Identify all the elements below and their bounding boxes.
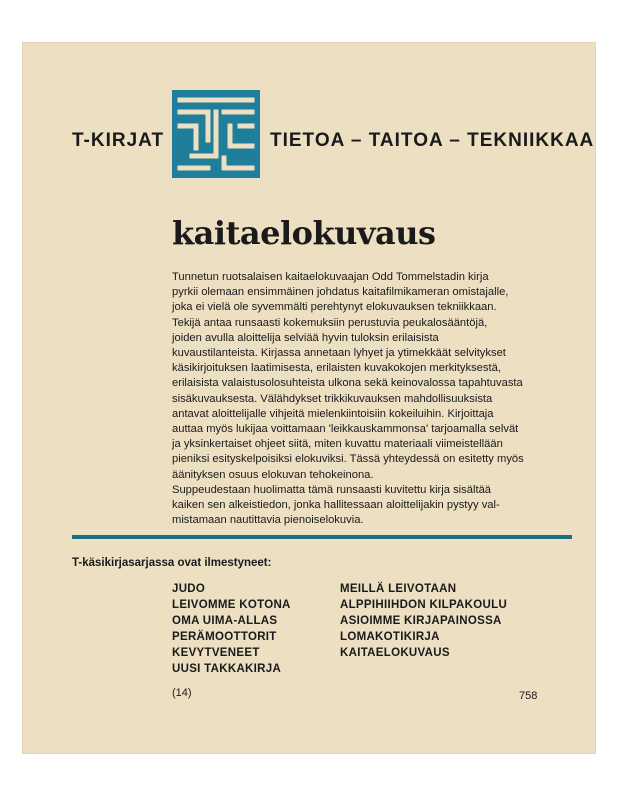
list-item: LEIVOMME KOTONA xyxy=(172,599,291,611)
description-line: sisäkuvauksesta. Välähdykset trikkikuvauksen mahdollisuuksista xyxy=(172,392,493,405)
description-line: ja yksinkertaiset ohjeet siitä, miten kuvattu materiaali viimeistellään xyxy=(172,438,503,451)
description-line: kaiken sen alkeistiedon, jonka hallitessaan aloittelijakin pystyy val- xyxy=(172,499,500,512)
description-line: joiden avulla aloittelija selviää hyvin tuloksin erilaisista xyxy=(172,331,439,344)
list-item: ALPPIHIIHDON KILPAKOULU xyxy=(340,599,508,611)
list-item: KAITAELOKUVAUS xyxy=(340,647,450,659)
description-line: kuvaustilanteista. Kirjassa annetaan lyhyet ja ytimekkäät selvitykset xyxy=(172,347,506,360)
list-item: LOMAKOTIKIRJA xyxy=(340,631,440,643)
series-name: T-KIRJAT xyxy=(72,130,165,151)
description-line: Suppeudestaan huolimatta tämä runsaasti kuvitettu kirja sisältää xyxy=(172,483,492,496)
description-line: joka ei vielä ole syvemmälti perehtynyt elokuvauksen tekniikkaan. xyxy=(172,301,497,314)
description-line: auttaa myös lukijaa voittamaan 'leikkauskammonsa' tarjoamalla selvät xyxy=(172,423,519,436)
catalog-number: 758 xyxy=(519,690,538,702)
maze-t-logo-icon xyxy=(172,90,260,178)
list-item: KEVYTVENEET xyxy=(172,647,260,659)
description-line: pieniksi esityskelpoisiksi elokuviksi. Tässä yhteydessä on esitetty myös xyxy=(172,453,524,466)
description-line: antavat aloittelijalle vihjeitä mielenkiintoisiin kokeiluihin. Kirjoittaja xyxy=(172,407,494,420)
book-description xyxy=(172,270,564,528)
description-line: äänityksen osuus elokuvan tehokeinona. xyxy=(172,468,374,481)
description-line: erilaisista valaistusolosuhteista ulkona sekä keinovalossa tapahtuvasta xyxy=(172,377,523,390)
divider-rule xyxy=(72,535,572,539)
list-item: JUDO xyxy=(172,583,206,595)
book-back-cover xyxy=(22,42,596,754)
series-tagline: TIETOA – TAITOA – TEKNIIKKAA xyxy=(270,130,595,151)
list-item: OMA UIMA-ALLAS xyxy=(172,615,278,627)
series-list-column-1 xyxy=(172,581,291,677)
series-number: (14) xyxy=(172,687,192,699)
description-line: Tekijä antaa runsaasti kokemuksiin perustuvia peukalosääntöjä, xyxy=(172,316,488,329)
book-title: kaitaelokuvaus xyxy=(172,214,436,252)
description-line: pyrkii olemaan ensimmäinen johdatus kaitafilmikameran omistajalle, xyxy=(172,286,509,299)
description-line: käsikirjoituksen laatimisesta, erilaisten kuvakokojen merkityksestä, xyxy=(172,362,501,375)
series-list-heading: T-käsikirjasarjassa ovat ilmestyneet: xyxy=(72,557,272,569)
list-item: MEILLÄ LEIVOTAAN xyxy=(340,583,457,595)
series-list-column-2 xyxy=(340,581,507,661)
description-line: Tunnetun ruotsalaisen kaitaelokuvaajan Odd Tommelstadin kirja xyxy=(172,271,489,283)
description-line: mistamaan nautittavia pienoiselokuvia. xyxy=(172,514,364,527)
list-item: PERÄMOOTTORIT xyxy=(172,631,277,643)
list-item: UUSI TAKKAKIRJA xyxy=(172,663,282,675)
list-item: ASIOIMME KIRJAPAINOSSA xyxy=(340,615,502,627)
